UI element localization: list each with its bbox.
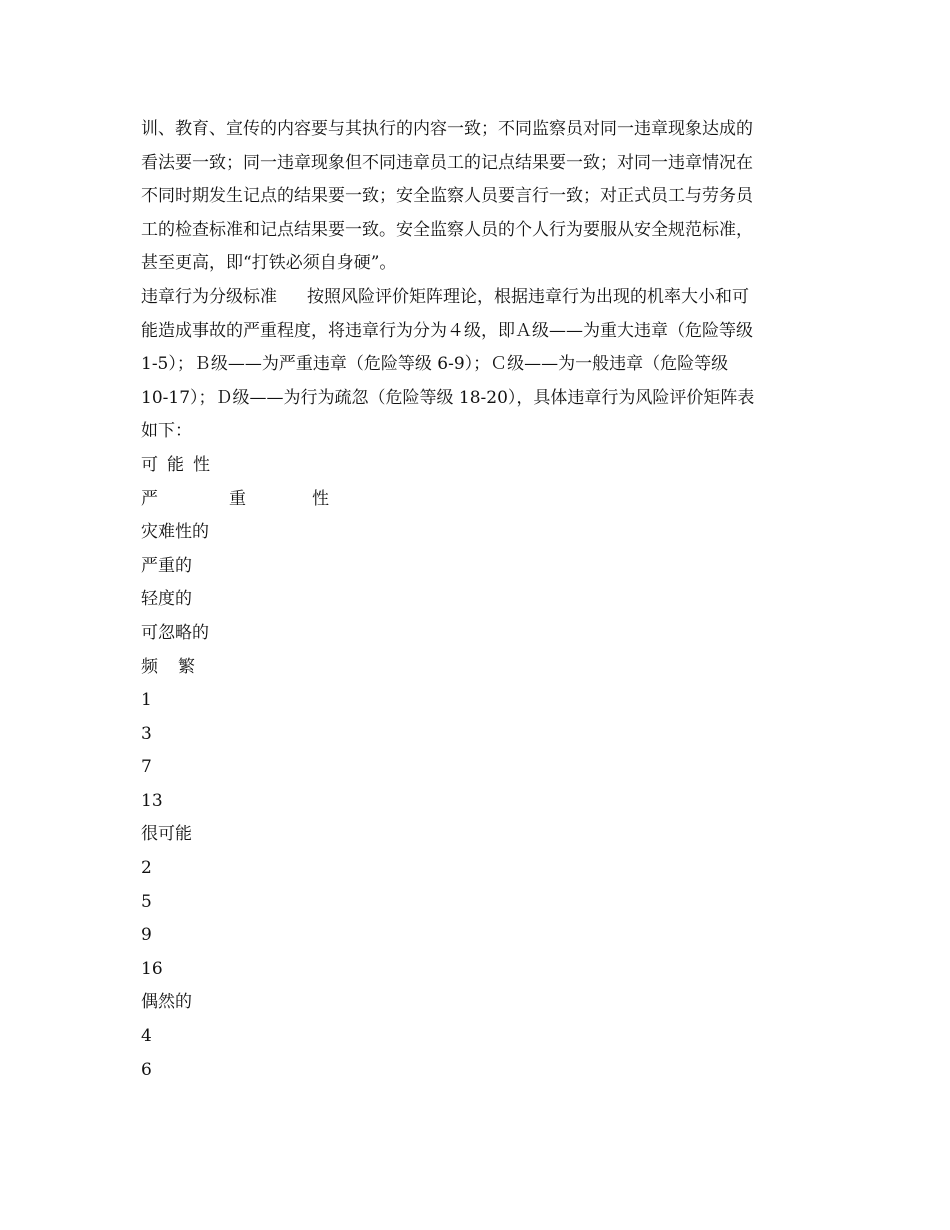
paragraph-line: 1-5）；Ｂ级——为严重违章（危险等级 6-9）；Ｃ级——为一般违章（危险等级 — [141, 354, 729, 375]
matrix-cell: 2 — [141, 858, 152, 879]
severity-level: 轻度的 — [141, 589, 192, 610]
matrix-cell: 1 — [141, 690, 152, 711]
risk-matrix-flattened — [141, 449, 821, 1087]
document-page — [141, 113, 821, 1087]
paragraph-line: 训、教育、宣传的内容要与其执行的内容一致；不同监察员对同一违章现象达成的 — [141, 119, 753, 139]
paragraph-line — [141, 281, 821, 315]
paragraph-grading-standard — [141, 281, 821, 449]
likelihood-label: 可能性 — [141, 454, 219, 475]
matrix-cell: 16 — [141, 958, 163, 979]
row-label: 偶然的 — [141, 992, 192, 1013]
severity-level: 可忽略的 — [141, 622, 209, 643]
paragraph-line: 甚至更高，即“打铁必须自身硬”。 — [141, 253, 397, 274]
paragraph-text: 按照风险评价矩阵理论，根据违章行为出现的机率大小和可 — [307, 286, 749, 307]
matrix-cell: 3 — [141, 723, 152, 744]
severity-label-char: 性 — [312, 488, 329, 509]
matrix-cell: 7 — [141, 757, 152, 778]
section-heading: 违章行为分级标准 — [141, 286, 277, 307]
paragraph-line: 不同时期发生记点的结果要一致；安全监察人员要言行一致；对正式员工与劳务员 — [141, 186, 753, 207]
matrix-cell: 6 — [141, 1059, 152, 1080]
severity-label-char: 严 — [141, 488, 158, 509]
paragraph-consistency — [141, 113, 821, 281]
severity-label-char: 重 — [229, 488, 246, 509]
paragraph-line: 工的检查标准和记点结果要一致。安全监察人员的个人行为要服从安全规范标准， — [141, 219, 753, 240]
matrix-cell: 13 — [141, 790, 163, 811]
paragraph-line: 看法要一致；同一违章现象但不同违章员工的记点结果要一致；对同一违章情况在 — [141, 152, 753, 173]
paragraph-line: 10-17）；Ｄ级——为行为疏忽（危险等级 18-20），具体违章行为风险评价矩阵表 — [141, 387, 755, 408]
paragraph-line: 能造成事故的严重程度，将违章行为分为４级，即Ａ级——为重大违章（危险等级 — [141, 320, 753, 341]
matrix-cell: 9 — [141, 925, 152, 946]
severity-label — [141, 483, 821, 517]
paragraph-line: 如下： — [141, 421, 192, 442]
row-label: 很可能 — [141, 824, 192, 845]
matrix-cell: 4 — [141, 1026, 152, 1047]
row-label: 频繁 — [141, 656, 215, 677]
severity-level: 灾难性的 — [141, 522, 209, 543]
matrix-cell: 5 — [141, 891, 152, 912]
severity-level: 严重的 — [141, 555, 192, 576]
